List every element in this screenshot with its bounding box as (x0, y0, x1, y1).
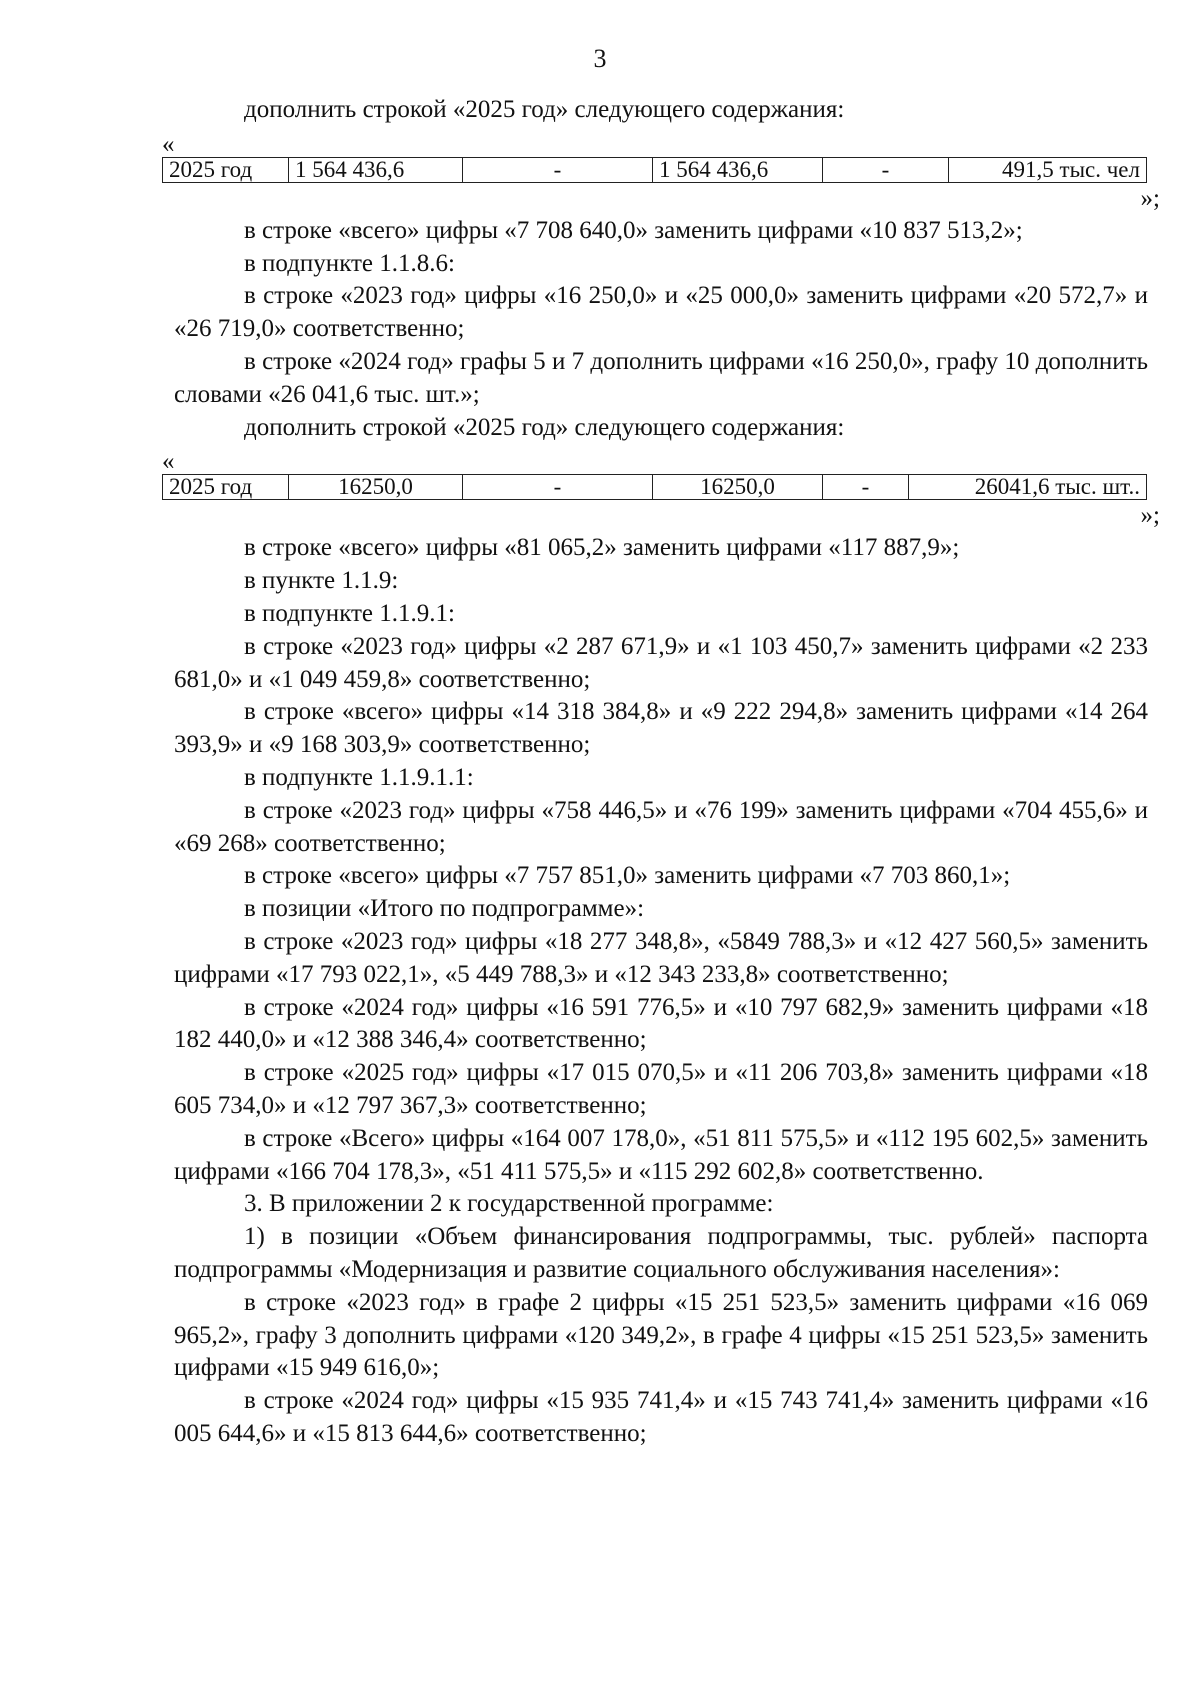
inserted-row-table-2 (162, 474, 1147, 500)
paragraph: в строке «всего» цифры «7 757 851,0» заменить цифрами «7 703 860,1»; (244, 862, 1011, 890)
paragraph: в строке «2023 год» цифры «758 446,5» и «76 199» заменить цифрами «704 455,6» и «69 268» соответственно; (174, 796, 1148, 857)
opening-quote-mark: « (162, 448, 175, 476)
table-cell: - (463, 157, 653, 182)
table-cell-year: 2025 год (163, 475, 289, 500)
paragraph: в подпункте 1.1.9.1.1: (244, 763, 474, 791)
paragraph: в строке «2024 год» графы 5 и 7 дополнить цифрами «16 250,0», графу 10 дополнить словами «26 041,6 тыс. шт.»; (174, 347, 1148, 408)
table-cell: 1 564 436,6 (289, 157, 463, 182)
paragraph: дополнить строкой «2025 год» следующего содержания: (244, 413, 845, 441)
document-body (162, 94, 1160, 1451)
table-cell: - (823, 157, 949, 182)
closing-quote-mark: »; (1140, 184, 1160, 212)
inserted-row-table-1 (162, 157, 1147, 183)
paragraph: в подпункте 1.1.9.1: (244, 599, 455, 627)
paragraph: в подпункте 1.1.8.6: (244, 249, 455, 277)
paragraph: в пункте 1.1.9: (244, 567, 399, 595)
paragraph: в строке «2025 год» цифры «17 015 070,5» и «11 206 703,8» заменить цифрами «18 605 734,0» и «12 797 367,3» соответственно; (174, 1059, 1148, 1119)
page-number: 3 (593, 44, 607, 73)
paragraph: в позиции «Итого по подпрограмме»: (244, 895, 645, 923)
table-cell-indicator: 491,5 тыс. чел (949, 157, 1147, 182)
table-cell: 16250,0 (653, 475, 823, 500)
table-cell-year: 2025 год (163, 157, 289, 182)
paragraph: в строке «2023 год» цифры «16 250,0» и «25 000,0» заменить цифрами «20 572,7» и «26 719,0» соответственно; (174, 282, 1148, 343)
paragraph: в строке «всего» цифры «14 318 384,8» и «9 222 294,8» заменить цифрами «14 264 393,9» и «9 168 303,9» соответственно; (174, 698, 1148, 759)
paragraph: в строке «Всего» цифры «164 007 178,0», «51 811 575,5» и «112 195 602,5» заменить цифрами «166 704 178,3», «51 411 575,5» и «115 292 602,8» соответственно. (174, 1124, 1148, 1185)
paragraph: в строке «2024 год» цифры «16 591 776,5» и «10 797 682,9» заменить цифрами «18 182 440,0» и «12 388 346,4» соответственно; (174, 993, 1148, 1054)
table-row (163, 157, 1147, 182)
paragraph: дополнить строкой «2025 год» следующего содержания: (244, 96, 845, 123)
paragraph: 1) в позиции «Объем финансирования подпрограммы, тыс. рублей» паспорта подпрограммы «Модернизация и развитие социального обслуживания населения»: (174, 1223, 1148, 1283)
closing-quote-mark: »; (1140, 502, 1160, 530)
table-row (163, 475, 1147, 500)
table-cell: - (463, 475, 653, 500)
paragraph: в строке «всего» цифры «81 065,2» заменить цифрами «117 887,9»; (244, 534, 960, 562)
paragraph: в строке «2023 год» цифры «18 277 348,8», «5849 788,3» и «12 427 560,5» заменить цифрами «17 793 022,1», «5 449 788,3» и «12 343 233,8» соответственно; (174, 927, 1148, 988)
table-cell: 1 564 436,6 (653, 157, 823, 182)
table-cell-indicator: 26041,6 тыс. шт.. (909, 475, 1147, 500)
opening-quote-mark: « (162, 130, 175, 158)
table-cell: - (823, 475, 909, 500)
paragraph: в строке «2023 год» в графе 2 цифры «15 251 523,5» заменить цифрами «16 069 965,2», графу 3 дополнить цифрами «120 349,2», в графе 4 цифры «15 251 523,5» заменить цифрами «15 949 616,0»; (174, 1288, 1148, 1382)
paragraph: в строке «2024 год» цифры «15 935 741,4» и «15 743 741,4» заменить цифрами «16 005 644,6» и «15 813 644,6» соответственно; (174, 1387, 1148, 1447)
paragraph: в строке «всего» цифры «7 708 640,0» заменить цифрами «10 837 513,2»; (244, 216, 1023, 244)
table-cell: 16250,0 (289, 475, 463, 500)
paragraph: 3. В приложении 2 к государственной программе: (244, 1190, 774, 1218)
paragraph: в строке «2023 год» цифры «2 287 671,9» и «1 103 450,7» заменить цифрами «2 233 681,0» и «1 049 459,8» соответственно; (174, 632, 1148, 693)
